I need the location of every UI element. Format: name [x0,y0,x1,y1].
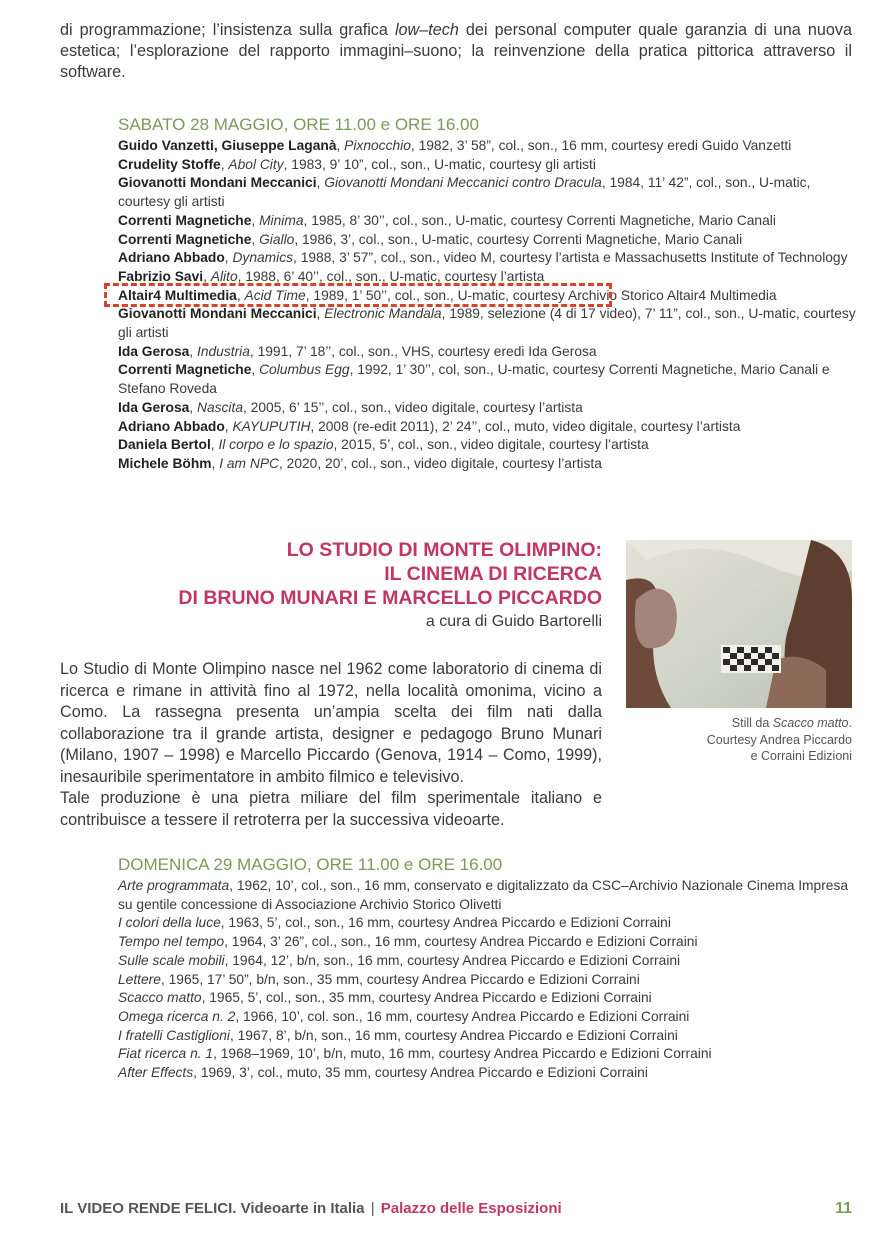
entry-title: Acid Time [244,287,306,303]
entry-details: , 1988, 3’ 57”, col., son., video M, courtesy l’artista e Massachusetts Institute of Technology [293,250,848,266]
feature-title [140,538,602,610]
entry-title: Sulle scale mobili [118,952,225,968]
program-entry: Fabrizio Savi, Alito, 1988, 6’ 40’’, col., son., U-matic, courtesy l’artista [118,268,545,284]
entry-details: , 1985, 8’ 30’’, col., son., U-matic, courtesy Correnti Magnetiche, Mario Canali [303,212,776,228]
entry-title: Giallo [259,231,295,247]
program-entry: Correnti Magnetiche, Giallo, 1986, 3’, col., son., U-matic, courtesy Correnti Magnetiche, Mario Canali [118,231,743,247]
program-entry: Giovanotti Mondani Meccanici, Giovanotti Mondani Meccanici contro Dracula, 1984, 11’ 42”, col., son., U-matic, courtesy gli artisti [118,175,811,210]
entry-title: I colori della luce [118,915,221,931]
entry-details: , 1964, 12’, b/n, son., 16 mm, courtesy Andrea Piccardo e Edizioni Corraini [224,952,681,968]
intro-text-end: dei personal computer quale garanzia di una nuova estetica; l’esplorazione del rapporto immagini–suono; la reinvenzione della pratica pittorica attraverso il software. [60,21,852,81]
entry-artist: Daniela Bertol [118,437,211,453]
entry-artist: Ida Gerosa [118,399,190,415]
intro-text: di programmazione; l’insistenza sulla grafica [60,21,395,39]
program-entry: Ida Gerosa, Industria, 1991, 7’ 18’’, col., son., VHS, courtesy eredi Ida Gerosa [118,343,597,359]
entry-title: KAYUPUTIH [232,418,311,434]
program-entry [118,989,858,1008]
program-entry [118,1027,858,1046]
program-entry [118,933,858,952]
entry-details: , 1966, 10’, col. son., 16 mm, courtesy Andrea Piccardo e Edizioni Corraini [235,1008,690,1024]
entry-title: Giovanotti Mondani Meccanici contro Dracula [324,175,602,191]
entry-title: Alito [210,268,238,284]
caption-prefix: Still da [731,716,773,730]
entry-title: Columbus Egg [259,362,350,378]
program-entry [118,952,858,971]
entry-details: , 1984, 11’ 42”, col., son., U-matic, courtesy gli artisti [118,175,811,210]
entry-details: , 1983, 9’ 10”, col., son., U-matic, courtesy gli artisti [283,156,596,172]
footer-series: IL VIDEO RENDE FELICI. Videoarte in Italia [60,1200,365,1217]
entry-title: Abol City [228,156,284,172]
caption-line [626,715,852,732]
footer-credit [60,1200,562,1217]
entry-title: Il corpo e lo spazio [218,437,334,453]
saturday-list [118,137,858,474]
entry-artist: Adriano Abbado [118,418,225,434]
entry-details: , 1988, 6’ 40’’, col., son., U-matic, courtesy l’artista [237,268,545,284]
entry-artist: Giovanotti Mondani Meccanici [118,175,317,191]
page-number: 11 [835,1200,852,1217]
program-entry [118,1045,858,1064]
entry-title: Nascita [197,399,244,415]
entry-title: I am NPC [219,455,279,471]
feature-body [60,659,602,831]
program-entry [118,914,858,933]
entry-artist: Correnti Magnetiche [118,362,252,378]
entry-details: , 2005, 6’ 15’’, col., son., video digitale, courtesy l’artista [243,399,583,415]
program-entry: Michele Böhm, I am NPC, 2020, 20’, col., son., video digitale, courtesy l’artista [118,455,602,471]
footer-separator: | [370,1200,375,1217]
program-entry: Daniela Bertol, Il corpo e lo spazio, 2015, 5’, col., son., video digitale, courtesy l’artista [118,437,649,453]
entry-details: , 1989, selezione (4 di 17 video), 7’ 11”, col., son., U-matic, courtesy gli artisti [118,306,856,341]
program-entry: Guido Vanzetti, Giuseppe Laganà, Pixnocchio, 1982, 3’ 58”, col., son., 16 mm, courtesy eredi Guido Vanzetti [118,138,792,153]
program-entry: Adriano Abbado, Dynamics, 1988, 3’ 57”, col., son., video M, courtesy l’artista e Massachusetts Institute of Technology [118,250,848,266]
entry-details: , 1962, 10’, col., son., 16 mm, conservato e digitalizzato da CSC–Archivio Nazionale Cinema Impresa su gentile concessione di Associazione Archivio Storico Olivetti [118,878,849,912]
entry-title: Electronic Mandala [324,306,442,322]
entry-details: , 1986, 3’, col., son., U-matic, courtesy Correnti Magnetiche, Mario Canali [294,231,743,247]
intro-emphasis: low–tech [394,21,459,39]
feature-title-line: DI BRUNO MUNARI E MARCELLO PICCARDO [178,587,602,609]
entry-title: Dynamics [232,250,294,266]
program-entry: Crudelity Stoffe, Abol City, 1983, 9’ 10”, col., son., U-matic, courtesy gli artisti [118,156,596,172]
entry-title: I fratelli Castiglioni [118,1027,230,1043]
entry-details: , 1992, 1’ 30’’, col, son., U-matic, courtesy Correnti Magnetiche, Mario Canali e Stefano Roveda [118,362,830,397]
caption-title: Scacco matto [772,716,849,730]
feature-paragraph: Tale produzione è una pietra miliare del film sperimentale italiano e contribuisce a tessere il retroterra per la successiva videoarte. [60,789,602,829]
entry-details: , 1982, 3’ 58”, col., son., 16 mm, courtesy eredi Guido Vanzetti [410,138,792,153]
sunday-heading: DOMENICA 29 MAGGIO, ORE 11.00 e ORE 16.00 [118,855,503,874]
program-entry [118,971,858,990]
entry-title: Minima [259,212,304,228]
film-still-image [626,540,852,708]
entry-artist: Correnti Magnetiche [118,212,252,228]
entry-artist: Altair4 Multimedia [118,287,237,303]
entry-details: , 1964, 3’ 26”, col., son., 16 mm, courtesy Andrea Piccardo e Edizioni Corraini [224,934,698,950]
entry-details: , 1965, 17’ 50”, b/n, son., 35 mm, courtesy Andrea Piccardo e Edizioni Corraini [160,971,640,987]
caption-line: e Corraini Edizioni [750,749,852,763]
footer-venue: Palazzo delle Esposizioni [380,1200,562,1217]
entry-title: Arte programmata [118,878,230,893]
entry-details: , 2008 (re-edit 2011), 2’ 24’’, col., muto, video digitale, courtesy l’artista [310,418,741,434]
program-entry [118,1064,858,1083]
page-footer [60,1200,852,1222]
feature-paragraph: Lo Studio di Monte Olimpino nasce nel 1962 come laboratorio di cinema di ricerca e rimane in attività fino al 1972, nella località omonima, vicino a Como. La rassegna presenta un’ampia scelta dei film nati dalla collaborazione tra il grande artista, designer e pedagogo Bruno Munari (Milano, 1907 – 1998) e Marcello Piccardo (Genova, 1914 – Como, 1999), inesauribile sperimentatore in ambito filmico e televisivo. [60,660,602,786]
entry-title: Omega ricerca n. 2 [118,1008,236,1024]
entry-title: Fiat ricerca n. 1 [118,1046,214,1062]
saturday-heading: SABATO 28 MAGGIO, ORE 11.00 e ORE 16.00 [118,115,479,134]
feature-title-line: IL CINEMA DI RICERCA [384,563,602,585]
entry-artist: Ida Gerosa [118,343,190,359]
entry-title: Pixnocchio [344,138,411,153]
program-entry [118,1008,858,1027]
entry-details: , 2020, 20’, col., son., video digitale, courtesy l’artista [279,455,602,471]
entry-details: , 2015, 5’, col., son., video digitale, courtesy l’artista [333,437,649,453]
saturday-program [118,115,858,474]
caption-suffix: . [848,716,852,730]
entry-details: , 1968–1969, 10’, b/n, muto, 16 mm, courtesy Andrea Piccardo e Edizioni Corraini [213,1046,712,1062]
sunday-program [118,855,858,1083]
caption-line: Courtesy Andrea Piccardo [706,732,852,747]
program-entry [118,877,858,914]
entry-artist: Correnti Magnetiche [118,231,252,247]
entry-title: Industria [197,343,250,359]
entry-details: , 1989, 1’ 50’’, col., son., U-matic, courtesy Archivio Storico Altair4 Multimedia [305,287,777,303]
curator-credit: a cura di Guido Bartorelli [425,613,602,630]
entry-title: Scacco matto [118,990,202,1006]
program-entry: Ida Gerosa, Nascita, 2005, 6’ 15’’, col., son., video digitale, courtesy l’artista [118,399,583,415]
entry-details: , 1967, 8’, b/n, son., 16 mm, courtesy Andrea Piccardo e Edizioni Corraini [229,1027,678,1043]
entry-title: Lettere [118,971,161,987]
feature-title-line: LO STUDIO DI MONTE OLIMPINO: [286,539,602,561]
entry-artist: Adriano Abbado [118,250,225,266]
program-entry: Altair4 Multimedia, Acid Time, 1989, 1’ 50’’, col., son., U-matic, courtesy Archivio Storico Altair4 Multimedia [118,287,777,303]
image-caption [626,715,852,765]
program-entry: Correnti Magnetiche, Minima, 1985, 8’ 30’’, col., son., U-matic, courtesy Correnti Magnetiche, Mario Canali [118,212,776,228]
entry-artist: Giovanotti Mondani Meccanici [118,306,317,322]
entry-artist: Crudelity Stoffe [118,156,221,172]
entry-details: , 1965, 5’, col., son., 35 mm, courtesy Andrea Piccardo e Edizioni Corraini [201,990,652,1006]
program-entry: Giovanotti Mondani Meccanici, Electronic Mandala, 1989, selezione (4 di 17 video), 7’ 11”, col., son., U-matic, courtesy gli artisti [118,306,856,341]
program-entry: Correnti Magnetiche, Columbus Egg, 1992, 1’ 30’’, col, son., U-matic, courtesy Correnti Magnetiche, Mario Canali e Stefano Roveda [118,362,830,397]
entry-details: , 1963, 5’, col., son., 16 mm, courtesy Andrea Piccardo e Edizioni Corraini [220,915,671,931]
entry-artist: Fabrizio Savi [118,268,204,284]
entry-artist: Guido Vanzetti, Giuseppe Laganà [118,138,337,153]
entry-title: After Effects [118,1065,194,1081]
entry-details: , 1969, 3’, col., muto, 35 mm, courtesy Andrea Piccardo e Edizioni Corraini [193,1065,648,1081]
sunday-list [118,877,858,1083]
entry-details: , 1991, 7’ 18’’, col., son., VHS, courtesy eredi Ida Gerosa [249,343,597,359]
program-entry: Adriano Abbado, KAYUPUTIH, 2008 (re-edit 2011), 2’ 24’’, col., muto, video digitale, courtesy l’artista [118,418,741,434]
intro-paragraph [60,20,852,83]
entry-artist: Michele Böhm [118,455,212,471]
entry-title: Tempo nel tempo [118,934,225,950]
